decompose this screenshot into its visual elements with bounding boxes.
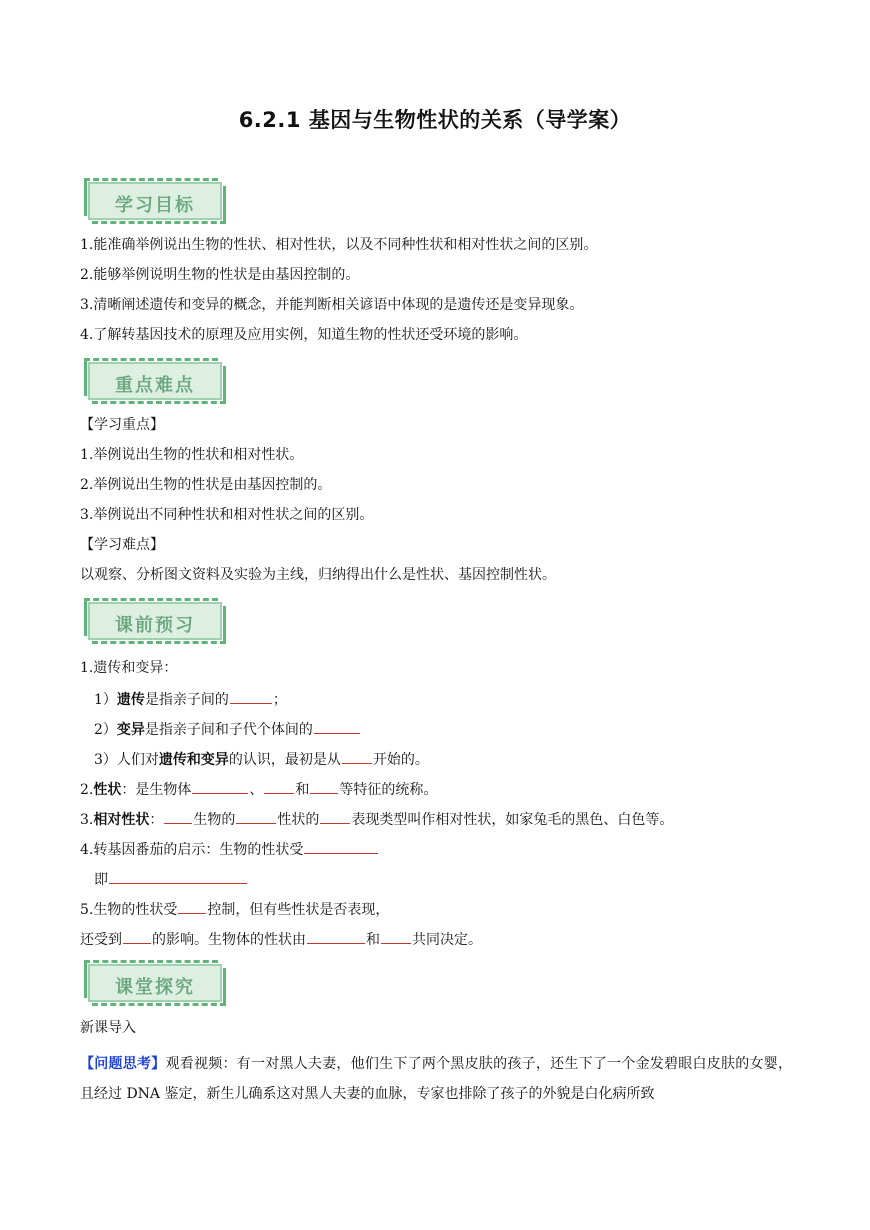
preview-q4b: 即 xyxy=(94,869,248,889)
section-badge-label: 课堂探究 xyxy=(115,977,195,998)
fill-blank[interactable] xyxy=(320,809,350,824)
section-badge-explore xyxy=(88,964,222,1002)
goal-item: 3.清晰阐述遗传和变异的概念，并能判断相关谚语中体现的是遗传还是变异现象。 xyxy=(80,297,584,313)
fill-blank[interactable] xyxy=(381,929,411,944)
focus-item: 3.举例说出不同种性状和相对性状之间的区别。 xyxy=(80,507,374,523)
fill-blank[interactable] xyxy=(230,689,272,704)
question-label: 【问题思考】 xyxy=(80,1056,166,1072)
focus-heading: 【学习重点】 xyxy=(80,417,164,433)
preview-q1a: 1）遗传是指亲子间的 ； xyxy=(94,689,287,709)
preview-q1c: 3）人们对遗传和变异的认识，最初是从 开始的。 xyxy=(94,749,429,769)
preview-q4: 4.转基因番茄的启示：生物的性状受 xyxy=(80,839,379,859)
fill-blank[interactable] xyxy=(307,929,365,944)
fill-blank[interactable] xyxy=(123,929,151,944)
preview-q1: 1.遗传和变异： xyxy=(80,660,178,676)
fill-blank[interactable] xyxy=(304,839,378,854)
fill-blank[interactable] xyxy=(236,809,276,824)
difficulty-heading: 【学习难点】 xyxy=(80,537,164,553)
difficulty-text: 以观察、分析图文资料及实验为主线，归纳得出什么是性状、基因控制性状。 xyxy=(80,567,556,583)
fill-blank[interactable] xyxy=(264,779,294,794)
section-badge-label: 重点难点 xyxy=(115,375,195,396)
section-badge-keypoints xyxy=(88,362,222,400)
preview-q3: 3.相对性状： 生物的 性状的 表现类型叫作相对性状，如家兔毛的黑色、白色等。 xyxy=(80,809,673,829)
section-badge-label: 课前预习 xyxy=(115,615,195,636)
fill-blank[interactable] xyxy=(314,719,360,734)
section-badge-label: 学习目标 xyxy=(115,195,195,216)
fill-blank[interactable] xyxy=(178,899,206,914)
preview-q5: 5.生物的性状受 控制，但有些性状是否表现， xyxy=(80,899,389,919)
fill-blank[interactable] xyxy=(164,809,192,824)
preview-q5b: 还受到 的影响。生物体的性状由 和 共同决定。 xyxy=(80,929,482,949)
fill-blank[interactable] xyxy=(192,779,248,794)
fill-blank[interactable] xyxy=(342,749,372,764)
question-text: 观看视频：有一对黑人夫妻，他们生下了两个黑皮肤的孩子，还生下了一个金发碧眼白皮肤的女婴，且经过 DNA 鉴定，新生儿确系这对黑人夫妻的血脉，专家也排除了孩子的外貌是白化病所致 xyxy=(80,1056,793,1102)
explore-question xyxy=(80,1049,792,1109)
section-badge-preview xyxy=(88,602,222,640)
fill-blank[interactable] xyxy=(310,779,338,794)
fill-blank[interactable] xyxy=(109,869,247,884)
goal-item: 4.了解转基因技术的原理及应用实例，知道生物的性状还受环境的影响。 xyxy=(80,327,528,343)
goal-item: 2.能够举例说明生物的性状是由基因控制的。 xyxy=(80,267,360,283)
focus-item: 2.举例说出生物的性状是由基因控制的。 xyxy=(80,477,332,493)
page-title: 6.2.1 基因与生物性状的关系（导学案） xyxy=(238,108,632,132)
explore-intro: 新课导入 xyxy=(80,1020,136,1036)
preview-q2: 2.性状：是生物体 、 和 等特征的统称。 xyxy=(80,779,437,799)
section-badge-goals xyxy=(88,182,222,220)
focus-item: 1.举例说出生物的性状和相对性状。 xyxy=(80,447,304,463)
preview-q1b: 2）变异是指亲子间和子代个体间的 xyxy=(94,719,361,739)
goal-item: 1.能准确举例说出生物的性状、相对性状，以及不同种性状和相对性状之间的区别。 xyxy=(80,237,598,253)
